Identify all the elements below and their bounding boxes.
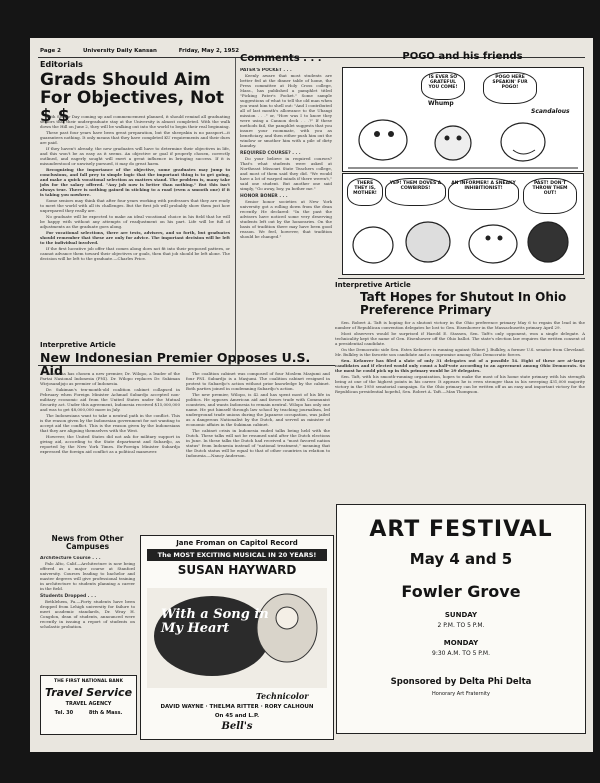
taft-paragraph: Most observers would be surprised if Harold E. Stassen, Sen. Taft's only opponent, won a single delegate. A technicality kept the name of Gen. Eisenhower off the Ohio ballot. The state's election law requires the written consent of a presidential candidate. bbox=[335, 331, 585, 346]
record-ad[interactable] bbox=[140, 535, 334, 740]
editorial-paragraph: These past four years have been great preparation, but the sheepskin is no passport—it guarantees nothing. It only means that they have completed KU requirements and their dues are paid. bbox=[40, 130, 230, 145]
editorial-headline: Grads Should Aim For Objectives, Not $ $ bbox=[40, 70, 225, 126]
record-ad-film-title: With a Song in My Heart bbox=[161, 607, 269, 636]
taft-label: Interpretive Article bbox=[335, 281, 411, 289]
speech-bubble: POGO HERE SPEAKIN' FUR POGO! bbox=[483, 72, 537, 104]
news-text: Bethlehem, Pa.—Forty students have been dropped from Lehigh university for failure to meet academic standards, Dr. Wray H. Congdon, dean of students, announced were recently in issuing a report of students on scholastic probation. bbox=[40, 599, 135, 629]
bank-travel-ad[interactable] bbox=[40, 675, 137, 735]
editorial-paragraph: Some seniors may think that after four years working with professors that they are ready to meet the world with all its challenges. But the first job will probably show them just how unprepared they really are. bbox=[40, 198, 230, 213]
taft-paragraph: Sen. Taft, with his smooth-running organization, hopes to make the most of his home state primary with his strength being at one of the highest points in his career. It appears he is even stronger than in his sweeping 431,000 majority victory in the 1950 senatorial campaign. So the Ohio primary can be written off as an easy and important victory for the Republican presidential hopeful, Sen. Robert A. Taft.—Max Thompson. bbox=[335, 374, 585, 394]
art-festival-place: Fowler Grove bbox=[401, 582, 521, 601]
record-ad-format: On 45 and L.P. bbox=[214, 713, 260, 719]
comments-body bbox=[240, 68, 332, 363]
indonesia-paragraph: The cabinet crisis in Indonesia ended talks being held with the Dutch. These talks will not be resumed until after the Dutch elections in June. In these talks the Dutch had received a "most favored nation status" from Indonesia instead of "national treatment," meaning that the Dutch status will be equal to that of other countries in relation to Indonesia.—Nancy Anderson. bbox=[186, 428, 330, 458]
speech-bubble: THERE THEY IS, MOTHER! bbox=[347, 178, 383, 206]
comic-drawing-top bbox=[343, 98, 583, 170]
art-festival-day1: SUNDAY bbox=[444, 611, 478, 619]
editorial-paragraph: No graduate will be expected to make an ideal vocational choice in his field that he will be happy with without any attempts of readjustment on his part. Life will be full of adjustments as the graduate goes along. bbox=[40, 214, 230, 229]
editorial-paragraph: If the first lucrative job offer that comes along does not fit into their proposed pattern, or cannot advance them toward their objectives or goals, then that job should be left alone. The decision will be left to the graduate.—Charles Price. bbox=[40, 246, 230, 261]
bank-name: THE FIRST NATIONAL BANK bbox=[54, 679, 123, 684]
editorial-paragraph: For vocational selections, there are tests, advisers, and so forth, but graduates should remember that these are only for advice. The important decision will be left to the individual involved. bbox=[40, 230, 230, 245]
speech-bubble: IS EVER SO GRATEFUL YOU COME! bbox=[421, 72, 465, 100]
art-festival-title: ART FESTIVAL bbox=[369, 517, 553, 542]
taft-paragraph: On the Democratic side Sen. Estes Kefauver is running against Robert J. Bulkley, a former U.S. senator from Cleveland. Mr. Bulkley is the favorite son candidate and a compromise among Ohio Democratic forces. bbox=[335, 347, 585, 357]
newspaper-page bbox=[30, 38, 593, 752]
record-ad-top: Jane Froman on Capitol Record bbox=[176, 539, 298, 547]
art-festival-sponsor: Sponsored by Delta Phi Delta bbox=[390, 677, 532, 687]
record-ad-technicolor: Technicolor bbox=[256, 691, 309, 701]
indonesia-paragraph: Dr. Sukiman's ten-month-old coalition cabinet collapsed in February when Foreign Minister Achmad Subardjo accepted non-military economic aid from the United States under the Mutual Security act. Under this agreement, Indonesia received $15,000,000 and was to get $8,000,000 more in July. bbox=[40, 387, 180, 412]
news-heading: Students Dropped . . . bbox=[40, 594, 97, 599]
news-body bbox=[40, 556, 135, 671]
indonesia-paragraph: However, the United States did not ask for military support in giving aid, according to the State department and Subardjo, as reported by the New York Times. Ex-Foreign Minister Subardjo expressed the foreign aid conflict as a political maneuver. bbox=[40, 434, 180, 454]
comment-heading: HONOR BONER . . . bbox=[240, 194, 288, 199]
speech-bubble: AN INFORMER! A SNEAKY INHIBITIONIST! bbox=[448, 178, 519, 210]
indonesia-paragraph: Indonesia has chosen a new premier, Dr. Wilopo, a leader of the Partai Nasional Indonesia (PNI). Dr. Wilopo replaces Dr. Sukiman Wirjosandjojo as premier of Indonesia. bbox=[40, 371, 180, 386]
comic-title: POGO and his friends bbox=[402, 51, 523, 62]
paper-name: University Daily Kansan bbox=[82, 48, 157, 54]
art-festival-day2: MONDAY bbox=[443, 639, 479, 647]
art-festival-ad[interactable] bbox=[336, 504, 586, 734]
record-ad-cast: DAVID WAYNE · THELMA RITTER · RORY CALHOUN bbox=[160, 704, 314, 710]
art-festival-sponsor-note: Honorary Art Fraternity bbox=[432, 691, 490, 697]
speech-bubble: YEP! THEM DOVES A COWBIRDS! bbox=[385, 178, 446, 206]
news-title: News from Other Campuses bbox=[51, 534, 124, 551]
comic-drawing-bottom bbox=[343, 210, 583, 272]
editorials-label: Editorials bbox=[40, 60, 83, 69]
editorial-paragraph: If they haven't already, the new graduates will have to determine their objectives in life, and this won't be as easy as it seems. An objective or goal if properly chosen, correctly outlined, and eagerly sought will exert a great influence in bringing success. If it is misunderstood or unwisely pursued, it may do great harm. bbox=[40, 146, 230, 166]
comments-title: Comments . . . bbox=[240, 53, 322, 64]
speech-bubble: PAST! DON'T THROW THEM OUT! bbox=[523, 178, 577, 214]
editorial-paragraph: With Senior Day coming up and commencement planned, it should remind all graduating seniors that their undergraduate stay at the University is almost completed. With the walk down the Hill on June 2, they will be walking out into the world to begin their real beginning. bbox=[40, 114, 230, 129]
taft-paragraph: Sen. Kefauver has filed a slate of only 31 delegates out of a possible 54. Eight of these are at-large candidates and if elected would only count a half-vote according to an agreement among Ohio Democrats. So the most he could pick up in this primary would be 29 delegates. bbox=[335, 358, 585, 373]
page-number: Page 2 bbox=[40, 48, 62, 54]
indonesia-body-col1 bbox=[40, 371, 180, 559]
comment-heading: REQUIRED COURSE? . . . bbox=[240, 151, 301, 156]
indonesia-headline: New Indonesian Premier Opposes U.S. Aid bbox=[40, 350, 311, 379]
comic-rule bbox=[338, 278, 585, 279]
indonesia-body-col2 bbox=[186, 371, 330, 559]
taft-body bbox=[335, 320, 585, 500]
sound-effect: Whump bbox=[428, 100, 454, 107]
comic-panel-top bbox=[342, 67, 584, 172]
editorial-paragraph: Recognizing the importance of the objective, some graduates may jump to conclusions, and fall prey to simple logic that the important thing is to get going, and make a quick vocational selection as matters stand. The problem is, many take jobs for the salary offered. "Any job now is better than nothing." But this isn't always true. There is nothing gained in sticking to a road (even a smooth one) if it is taking you nowhere. bbox=[40, 167, 230, 197]
comic-caption: Scandalous bbox=[531, 108, 570, 115]
record-ad-store: Bell's bbox=[221, 721, 253, 732]
indonesia-label: Interpretive Article bbox=[40, 341, 116, 349]
record-ad-banner: The MOST EXCITING MUSICAL IN 20 YEARS! bbox=[147, 549, 327, 561]
bank-contact bbox=[41, 710, 136, 716]
comment-text: Keenly aware that most students are better fed at the dinner table of home, the Press committee at Holy Cross college, Mass., has published a pamphlet titled "Picking Pater's Pocket." Some sample suggestions of what to tell the old man when you want him to shell out: "And I contributed all of last month's allowance to the Ubangi mission . . ." or, "How was I to know they were using a Cannon deck . . .?" If these methods fail, the pamphlet suggests that you insure your roommate, with you as beneficiary, and then either push him out the window or smother him with a pile of dirty laundry. bbox=[240, 73, 332, 148]
comment-heading: PATER'S POCKET . . . bbox=[240, 68, 292, 73]
news-text: Palo Alto, Calif.—Architecture is now being offered as a major course at Stanford university. Courses leading to bachelor and master degrees will give professional training in architecture to students planning a career in the field. bbox=[40, 561, 135, 591]
record-ad-artwork bbox=[147, 588, 327, 688]
comment-text: Senior honor societies at New York university got a rolling down from the dean recently. He declared: "In the past the advisers have noticed some very deserving students left out by the honoraries. On the basis of tradition there may have been good reason. We feel, however, that tradition should be changed." bbox=[240, 199, 332, 239]
art-festival-dates: May 4 and 5 bbox=[409, 550, 513, 568]
comment-text: Do your believe in required courses? That's what students were asked at Northeast Missouri State Teachers college, and most of them said they did. "We would have a lot of warped minds if there weren't," said one student. But another one said simply, "Go away, boy, ya bother me." bbox=[240, 156, 332, 191]
travel-agency: TRAVEL AGENCY bbox=[65, 701, 112, 707]
comic-panel-bottom bbox=[342, 173, 584, 275]
indonesia-paragraph: The Indonesians want to take a neutral path in the conflict. This is the reason given by the Indonesian government for not wanting to accept aid the conflict. This is the reason given by the Indonesians that they are aligning themselves with the West. bbox=[40, 413, 180, 433]
record-ad-star: SUSAN HAYWARD bbox=[177, 563, 297, 577]
bank-address: 8th & Mass. bbox=[88, 710, 123, 716]
indonesia-paragraph: The coalition cabinet was composed of four Moslem Masjumi and four PNI. Subardjo is a Masjumi. The coalition cabinet resigned in protest to Subardjo's action without prior knowledge by the cabinet. Both parties joined in condemning Subardjo's action. bbox=[186, 371, 330, 391]
pogo-comic bbox=[340, 51, 585, 276]
indonesia-paragraph: The new premier, Wilopo, is 42 and has spent most of his life in politics. He opposes American aid and favors trade with Communist countries, and wants Indonesia to remain neutral. Wilopo has only one name. He put himself through law school by teaching journalism, led underground trade unions during the Japanese occupation, was jailed as a dangerous Nationalist by the Dutch, and served as minister of economic affairs in the Sukiman cabinet. bbox=[186, 392, 330, 427]
art-festival-time1: 2 P.M. TO 5 P.M. bbox=[437, 622, 485, 629]
editorial-body bbox=[40, 114, 230, 359]
issue-date: Friday, May 2, 1952 bbox=[178, 48, 240, 54]
taft-headline: Taft Hopes for Shutout In Ohio Preference Primary bbox=[360, 290, 567, 317]
travel-service-title: Travel Service bbox=[44, 686, 133, 699]
art-festival-time2: 9:30 A.M. TO 5 P.M. bbox=[432, 650, 490, 657]
news-heading: Architecture Course . . . bbox=[40, 556, 101, 561]
bank-phone: Tel. 30 bbox=[54, 710, 74, 716]
taft-paragraph: Sen. Robert A. Taft is hoping for a shutout victory in the Ohio preference primary May 6 to regain the lead in the number of Republican convention delegates he lost to Gen. Eisenhower in the Massachusetts primary April 29. bbox=[335, 320, 585, 330]
column-divider bbox=[235, 58, 236, 363]
